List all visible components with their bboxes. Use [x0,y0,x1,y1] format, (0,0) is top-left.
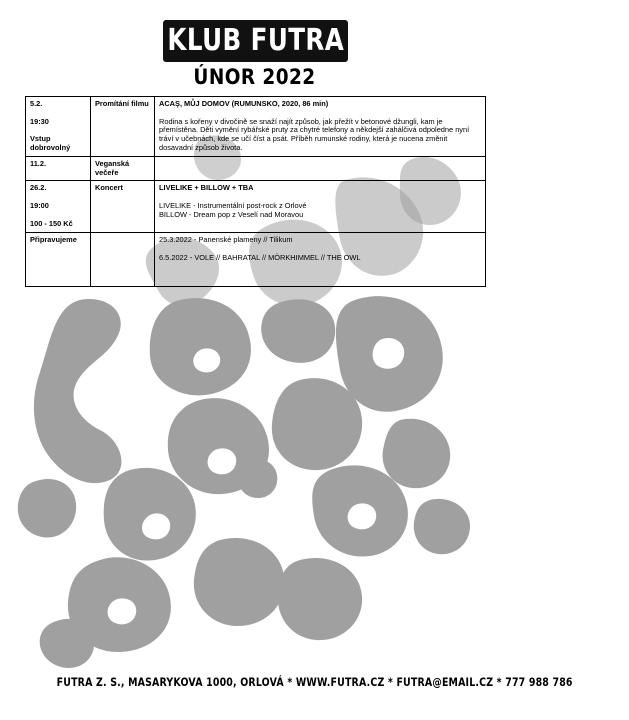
footer-contact [0,675,573,689]
table-row [26,233,486,287]
event-date: 5.2. [30,99,43,108]
upcoming-label: Připravujeme [26,233,91,287]
event-price: 100 - 150 Kč [30,218,73,228]
event-type: Veganská večeře [91,157,155,181]
club-name: KLUB FUTRA [167,23,344,58]
event-type: Promítání filmu [91,97,155,157]
event-detail-cell [155,157,486,181]
lineup-item: LIVELIKE - Instrumentální post-rock z Orlové [159,201,307,211]
upcoming-event: 25.3.2022 - Panenské plameny // Tilikum [159,235,293,245]
lineup-item: BILLOW - Dream pop z Veselí nad Moravou [159,209,304,219]
event-time: 19:30 [30,116,49,126]
table-row [26,181,486,233]
event-detail-cell [155,233,486,287]
program-table [25,96,486,287]
month-title: ÚNOR 2022 [193,65,316,89]
club-logo [163,20,348,62]
event-date-cell [26,97,91,157]
table-row [26,157,486,181]
event-admission: Vstup dobrovolný [30,134,71,153]
event-title: LIVELIKE + BILLOW + TBA [159,183,254,193]
event-description: Rodina s kořeny v divočině se snaží najít způsob, jak přežít v betonové džungli, kam je přemístěna. Děti vymění rybářské pruty za chytré telefony a někdejší zahálčivá odpoledne nyní tráví v učebnách, kde se učí číst a psát. Příběh rumunské rodiny, která je nucena změnit dosavadní způsob života. [159,116,470,152]
table-row [26,97,486,157]
event-detail-cell [155,181,486,233]
event-type: Koncert [91,181,155,233]
upcoming-event: 6.5.2022 - VOLE // BAHRATAL // MÖRKHIMMEL // THE OWL [159,253,361,263]
event-detail-cell [155,97,486,157]
event-time: 19:00 [30,201,49,211]
event-date: 26.2. [30,183,47,193]
footer-contact-text: FUTRA Z. S., MASARYKOVA 1000, ORLOVÁ * WWW.FUTRA.CZ * FUTRA@EMAIL.CZ * 777 988 786 [56,675,573,689]
event-date: 11.2. [26,157,91,181]
empty-cell [91,233,155,287]
event-title: ACAŞ, MŮJ DOMOV (RUMUNSKO, 2020, 86 min) [159,99,329,108]
event-date-cell [26,181,91,233]
